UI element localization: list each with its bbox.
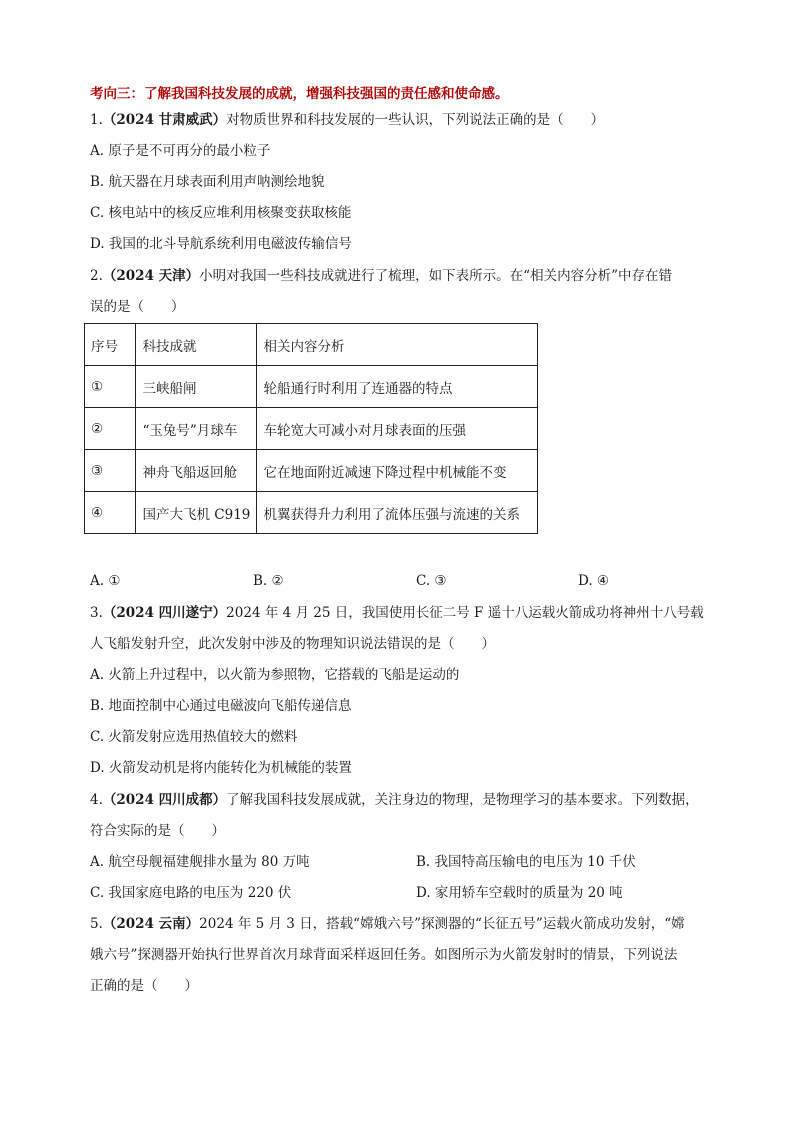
table-header-cell: 科技成就: [136, 324, 257, 366]
question-number: 2.: [90, 268, 103, 284]
question-number: 5.: [90, 916, 103, 932]
table-cell: 神舟飞船返回舱: [136, 450, 257, 492]
q1-option-c: C. 核电站中的核反应堆利用核聚变获取核能: [90, 205, 352, 221]
q3-option-b: B. 地面控制中心通过电磁波向飞船传递信息: [90, 698, 352, 714]
table-header-cell: 序号: [85, 324, 136, 366]
question-text: 2024 年 5 月 3 日，搭载“嫦娥六号”探测器的“长征五号”运载火箭成功发射，“嫦: [199, 916, 685, 932]
table-cell: ②: [85, 408, 136, 450]
question-source: （2024 四川遂宁）: [102, 605, 227, 621]
q3-option-c: C. 火箭发射应选用热值较大的燃料: [90, 729, 298, 745]
question-3-stem: [90, 603, 704, 623]
table-header-cell: 相关内容分析: [257, 324, 538, 366]
q1-option-b: B. 航天器在月球表面利用声呐测绘地貌: [90, 174, 325, 190]
question-3-stem-cont: 人飞船发射升空，此次发射中涉及的物理知识说法错误的是（ ）: [90, 636, 495, 652]
table-row: [85, 450, 538, 492]
q4-option-d: D. 家用轿车空载时的质量为 20 吨: [416, 885, 623, 901]
table-cell: 机翼获得升力利用了流体压强与流速的关系: [257, 492, 538, 534]
q4-option-b: B. 我国特高压输电的电压为 10 千伏: [416, 854, 636, 870]
q3-option-d: D. 火箭发动机是将内能转化为机械能的装置: [90, 760, 352, 776]
question-source: （2024 天津）: [102, 268, 200, 284]
question-5-stem-cont: 娥六号”探测器开始执行世界首次月球背面采样返回任务。如图所示为火箭发射时的情景，下列说法: [90, 947, 678, 963]
question-source: （2024 云南）: [102, 916, 200, 932]
question-text: 对物质世界和科技发展的一些认识，下列说法正确的是（ ）: [226, 112, 605, 128]
question-number: 3.: [90, 605, 103, 621]
question-4-stem-cont: 符合实际的是（ ）: [90, 823, 225, 839]
table-row: [85, 366, 538, 408]
q4-options-row-2: [90, 883, 710, 903]
q1-option-a: A. 原子是不可再分的最小粒子: [90, 143, 271, 159]
q2-option-c: C. ③: [416, 573, 447, 589]
question-source: （2024 甘肃威武）: [102, 112, 227, 128]
question-2-stem: [90, 266, 672, 286]
question-text: 小明对我国一些科技成就进行了梳理，如下表所示。在“相关内容分析”中存在错: [199, 268, 672, 284]
table-header-row: [85, 324, 538, 366]
table-cell: 它在地面附近减速下降过程中机械能不变: [257, 450, 538, 492]
question-number: 4.: [90, 792, 103, 808]
achievements-table: [84, 323, 538, 534]
q4-options-row-1: [90, 852, 710, 872]
table-row: [85, 492, 538, 534]
q4-option-c: C. 我国家庭电路的电压为 220 伏: [90, 885, 292, 901]
q2-options-row: [90, 571, 710, 591]
table-cell: ①: [85, 366, 136, 408]
q2-option-b: B. ②: [253, 573, 284, 589]
question-text: 了解我国科技发展成就，关注身边的物理，是物理学习的基本要求。下列数据，: [226, 792, 699, 808]
question-number: 1.: [90, 112, 103, 128]
q3-option-a: A. 火箭上升过程中，以火箭为参照物，它搭载的飞船是运动的: [90, 667, 460, 683]
question-source: （2024 四川成都）: [102, 792, 227, 808]
table-cell: 车轮宽大可减小对月球表面的压强: [257, 408, 538, 450]
table-cell: 轮船通行时利用了连通器的特点: [257, 366, 538, 408]
table-cell: 三峡船闸: [136, 366, 257, 408]
question-text: 2024 年 4 月 25 日，我国使用长征二号 F 遥十八运载火箭成功将神州十八号载: [226, 605, 704, 621]
question-1-stem: [90, 110, 604, 130]
section-heading: 考向三：了解我国科技发展的成就，增强科技强国的责任感和使命感。: [90, 86, 509, 102]
question-5-stem-cont-2: 正确的是（ ）: [90, 978, 198, 994]
question-4-stem: [90, 790, 699, 810]
table-row: [85, 408, 538, 450]
q2-option-d: D. ④: [578, 573, 610, 589]
q1-option-d: D. 我国的北斗导航系统利用电磁波传输信号: [90, 236, 352, 252]
q2-option-a: A. ①: [90, 573, 121, 589]
table-cell: 国产大飞机 C919: [136, 492, 257, 534]
table-cell: “玉兔号”月球车: [136, 408, 257, 450]
table-cell: ③: [85, 450, 136, 492]
question-5-stem: [90, 914, 685, 934]
q4-option-a: A. 航空母舰福建舰排水量为 80 万吨: [90, 854, 310, 870]
question-2-stem-cont: 误的是（ ）: [90, 299, 185, 315]
table-cell: ④: [85, 492, 136, 534]
